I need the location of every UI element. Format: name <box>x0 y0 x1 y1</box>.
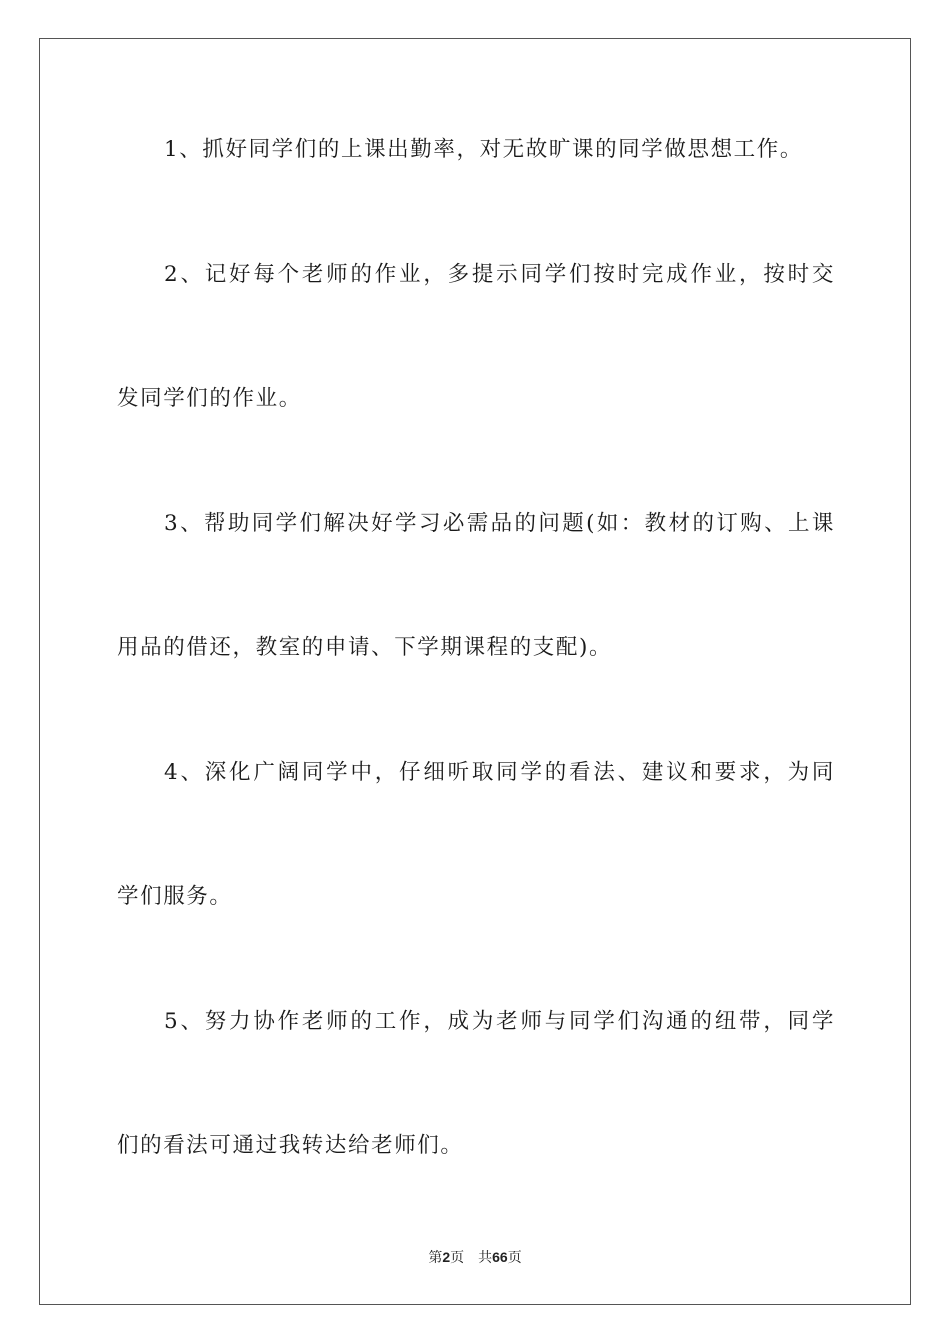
page-prefix: 第 <box>428 1250 443 1266</box>
paragraph-5-line-1: 5、努力协作老师的工作，成为老师与同学们沟通的纽带，同学 <box>164 1009 835 1034</box>
paragraph-3-line-2: 用品的借还，教室的申请、下学期课程的支配)。 <box>117 635 613 660</box>
total-suffix: 页 <box>507 1250 522 1266</box>
total-prefix: 共 <box>478 1250 493 1266</box>
paragraph-2-line-1: 2、记好每个老师的作业，多提示同学们按时完成作业，按时交 <box>164 262 835 287</box>
paragraph-4-line-1: 4、深化广阔同学中，仔细听取同学的看法、建议和要求，为同 <box>164 760 835 785</box>
total-pages: 66 <box>492 1249 508 1265</box>
paragraph-5-line-2: 们的看法可通过我转达给老师们。 <box>117 1133 464 1158</box>
page-border <box>39 38 911 1305</box>
page-number: 2 <box>442 1249 451 1265</box>
paragraph-2-line-2: 发同学们的作业。 <box>117 386 302 411</box>
paragraph-3-line-1: 3、帮助同学们解决好学习必需品的问题(如：教材的订购、上课 <box>164 511 835 536</box>
page-suffix: 页 <box>450 1250 465 1266</box>
page-footer <box>0 1247 950 1268</box>
paragraph-4-line-2: 学们服务。 <box>117 884 233 909</box>
paragraph-1-line-1: 1、抓好同学们的上课出勤率，对无故旷课的同学做思想工作。 <box>164 137 803 162</box>
